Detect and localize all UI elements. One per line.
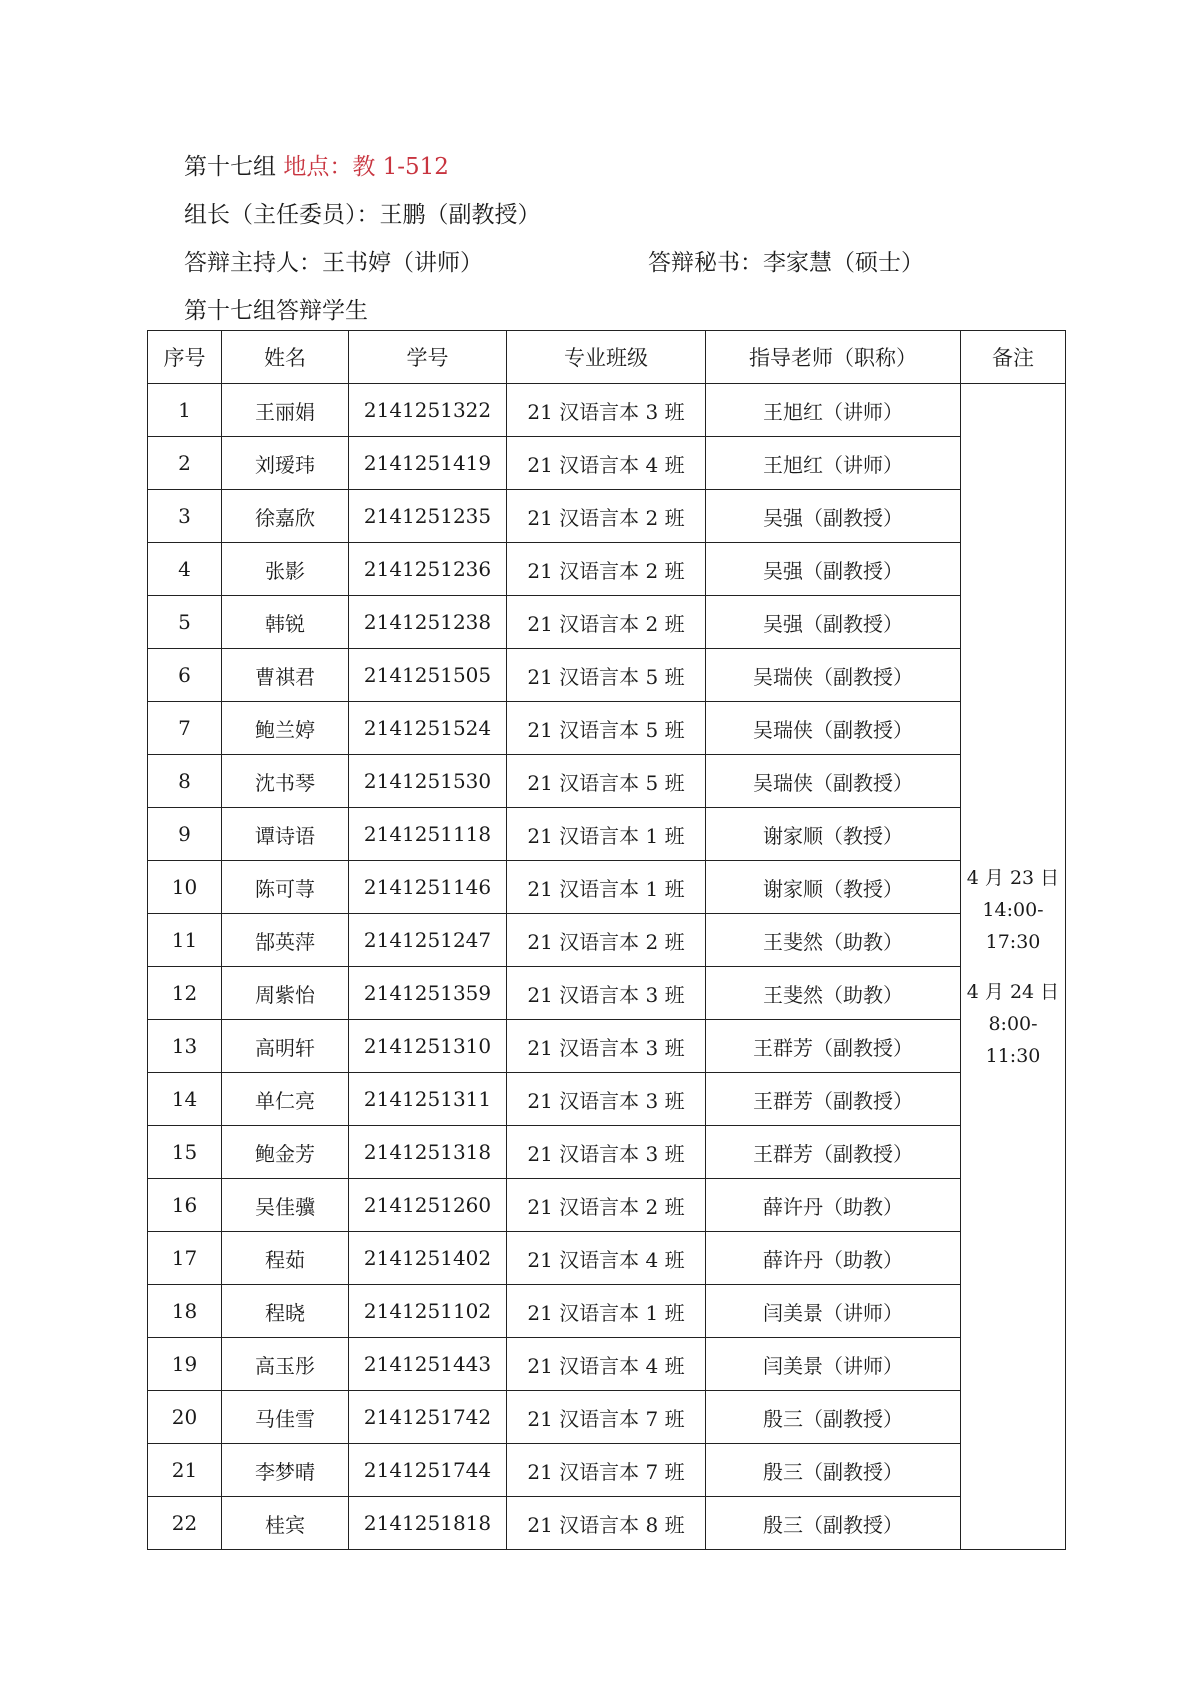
table-row [148,1338,1066,1391]
cell-index: 9 [148,808,222,861]
cell-student-id: 2141251742 [349,1391,507,1444]
cell-student-id: 2141251443 [349,1338,507,1391]
cell-student-id: 2141251238 [349,596,507,649]
table-body [148,384,1066,1550]
cell-class: 21 汉语言本 2 班 [507,543,706,596]
cell-name: 李梦晴 [222,1444,349,1497]
cell-student-id: 2141251530 [349,755,507,808]
cell-advisor: 谢家顺（教授） [706,861,961,914]
cell-student-id: 2141251235 [349,490,507,543]
cell-class: 21 汉语言本 1 班 [507,1285,706,1338]
cell-advisor: 王群芳（副教授） [706,1073,961,1126]
table-row [148,755,1066,808]
cell-name: 曹祺君 [222,649,349,702]
cell-student-id: 2141251402 [349,1232,507,1285]
cell-index: 11 [148,914,222,967]
table-row [148,1497,1066,1550]
table-row [148,384,1066,437]
column-header-class: 专业班级 [507,331,706,384]
cell-advisor: 王旭红（讲师） [706,437,961,490]
cell-class: 21 汉语言本 5 班 [507,755,706,808]
table-row [148,861,1066,914]
cell-index: 13 [148,1020,222,1073]
table-row [148,543,1066,596]
remark-day1-date: 4 月 23 日 [966,866,1060,889]
cell-advisor: 吴强（副教授） [706,490,961,543]
column-header-index: 序号 [148,331,222,384]
cell-class: 21 汉语言本 8 班 [507,1497,706,1550]
cell-class: 21 汉语言本 1 班 [507,808,706,861]
cell-name: 程茹 [222,1232,349,1285]
cell-index: 6 [148,649,222,702]
cell-student-id: 2141251818 [349,1497,507,1550]
table-row [148,808,1066,861]
cell-advisor: 殷三（副教授） [706,1444,961,1497]
cell-student-id: 2141251359 [349,967,507,1020]
cell-class: 21 汉语言本 2 班 [507,1179,706,1232]
cell-advisor: 吴瑞侠（副教授） [706,755,961,808]
cell-index: 4 [148,543,222,596]
defense-host: 答辩主持人：王书婷（讲师） [184,250,483,276]
cell-name: 韩锐 [222,596,349,649]
cell-advisor: 闫美景（讲师） [706,1338,961,1391]
cell-class: 21 汉语言本 5 班 [507,702,706,755]
column-header-student-id: 学号 [349,331,507,384]
cell-advisor: 王斐然（助教） [706,914,961,967]
cell-student-id: 2141251311 [349,1073,507,1126]
table-row [148,1285,1066,1338]
column-header-name: 姓名 [222,331,349,384]
cell-name: 刘瑷玮 [222,437,349,490]
cell-class: 21 汉语言本 2 班 [507,596,706,649]
cell-class: 21 汉语言本 1 班 [507,861,706,914]
remark-day1-start: 14:00- [982,898,1044,921]
remark-day2-date: 4 月 24 日 [966,980,1060,1003]
cell-advisor: 殷三（副教授） [706,1497,961,1550]
cell-index: 2 [148,437,222,490]
cell-index: 7 [148,702,222,755]
cell-class: 21 汉语言本 2 班 [507,490,706,543]
remark-day2-start: 8:00- [988,1012,1038,1035]
remark-day2-end: 11:30 [985,1044,1041,1067]
cell-advisor: 王群芳（副教授） [706,1126,961,1179]
cell-student-id: 2141251118 [349,808,507,861]
table-row [148,649,1066,702]
cell-index: 12 [148,967,222,1020]
cell-index: 20 [148,1391,222,1444]
cell-index: 19 [148,1338,222,1391]
cell-class: 21 汉语言本 7 班 [507,1444,706,1497]
cell-student-id: 2141251260 [349,1179,507,1232]
cell-name: 桂宾 [222,1497,349,1550]
cell-name: 郜英萍 [222,914,349,967]
host-secretary-line [184,244,924,277]
cell-class: 21 汉语言本 3 班 [507,1126,706,1179]
table-row [148,967,1066,1020]
cell-index: 21 [148,1444,222,1497]
cell-index: 17 [148,1232,222,1285]
remark-day1-end: 17:30 [985,930,1041,953]
cell-class: 21 汉语言本 4 班 [507,1232,706,1285]
cell-advisor: 吴瑞侠（副教授） [706,702,961,755]
cell-name: 单仁亮 [222,1073,349,1126]
cell-advisor: 吴瑞侠（副教授） [706,649,961,702]
cell-name: 沈书琴 [222,755,349,808]
cell-name: 鲍金芳 [222,1126,349,1179]
cell-advisor: 殷三（副教授） [706,1391,961,1444]
group-title-line [184,148,449,181]
cell-class: 21 汉语言本 4 班 [507,437,706,490]
cell-class: 21 汉语言本 7 班 [507,1391,706,1444]
table-row [148,1073,1066,1126]
cell-name: 徐嘉欣 [222,490,349,543]
cell-advisor: 谢家顺（教授） [706,808,961,861]
cell-student-id: 2141251247 [349,914,507,967]
cell-index: 8 [148,755,222,808]
location: 地点：教 1-512 [283,154,449,180]
cell-index: 16 [148,1179,222,1232]
cell-index: 5 [148,596,222,649]
table-header-row [148,331,1066,384]
cell-student-id: 2141251744 [349,1444,507,1497]
cell-student-id: 2141251146 [349,861,507,914]
cell-student-id: 2141251310 [349,1020,507,1073]
cell-name: 王丽娟 [222,384,349,437]
cell-class: 21 汉语言本 3 班 [507,967,706,1020]
cell-class: 21 汉语言本 3 班 [507,384,706,437]
table-row [148,1444,1066,1497]
cell-class: 21 汉语言本 3 班 [507,1020,706,1073]
cell-name: 高玉彤 [222,1338,349,1391]
student-list-subtitle: 第十七组答辩学生 [184,298,368,324]
cell-index: 14 [148,1073,222,1126]
cell-name: 鲍兰婷 [222,702,349,755]
cell-name: 周紫怡 [222,967,349,1020]
cell-index: 22 [148,1497,222,1550]
cell-advisor: 王斐然（助教） [706,967,961,1020]
cell-advisor: 吴强（副教授） [706,543,961,596]
cell-advisor: 吴强（副教授） [706,596,961,649]
cell-index: 10 [148,861,222,914]
group-name: 第十七组 [184,154,276,180]
column-header-advisor: 指导老师（职称） [706,331,961,384]
table-row [148,1020,1066,1073]
table-row [148,1179,1066,1232]
cell-index: 1 [148,384,222,437]
cell-index: 15 [148,1126,222,1179]
cell-advisor: 薛许丹（助教） [706,1179,961,1232]
cell-advisor: 闫美景（讲师） [706,1285,961,1338]
remark-schedule-cell [961,384,1066,1550]
cell-class: 21 汉语言本 2 班 [507,914,706,967]
table-row [148,1232,1066,1285]
cell-name: 高明轩 [222,1020,349,1073]
cell-name: 程晓 [222,1285,349,1338]
cell-class: 21 汉语言本 4 班 [507,1338,706,1391]
cell-advisor: 王旭红（讲师） [706,384,961,437]
cell-advisor: 王群芳（副教授） [706,1020,961,1073]
cell-index: 3 [148,490,222,543]
cell-student-id: 2141251505 [349,649,507,702]
cell-student-id: 2141251322 [349,384,507,437]
table-row [148,914,1066,967]
cell-student-id: 2141251419 [349,437,507,490]
table-row [148,437,1066,490]
cell-student-id: 2141251318 [349,1126,507,1179]
student-table [147,330,1066,1550]
cell-name: 张影 [222,543,349,596]
defense-secretary: 答辩秘书：李家慧（硕士） [648,250,924,276]
cell-name: 马佳雪 [222,1391,349,1444]
cell-student-id: 2141251524 [349,702,507,755]
cell-name: 吴佳骥 [222,1179,349,1232]
cell-name: 谭诗语 [222,808,349,861]
group-leader: 组长（主任委员）：王鹏（副教授） [184,202,541,228]
column-header-remark: 备注 [961,331,1066,384]
cell-student-id: 2141251102 [349,1285,507,1338]
cell-student-id: 2141251236 [349,543,507,596]
table-row [148,596,1066,649]
table-row [148,702,1066,755]
cell-class: 21 汉语言本 3 班 [507,1073,706,1126]
table-row [148,490,1066,543]
cell-name: 陈可荨 [222,861,349,914]
cell-class: 21 汉语言本 5 班 [507,649,706,702]
table-row [148,1391,1066,1444]
table-row [148,1126,1066,1179]
cell-index: 18 [148,1285,222,1338]
cell-advisor: 薛许丹（助教） [706,1232,961,1285]
